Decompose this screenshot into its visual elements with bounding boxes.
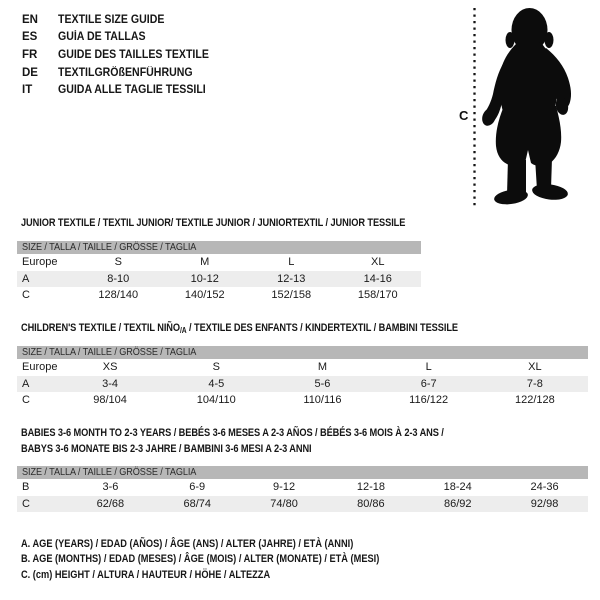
junior-table-title: JUNIOR TEXTILE / TEXTIL JUNIOR/ TEXTILE JUNIOR / JUNIORTEXTIL / JUNIOR TESSILE [21,217,406,229]
language-title: TEXTILGRÖßENFÜHRUNG [58,66,193,79]
table-cell: XL [371,256,385,269]
table-cell: 158/170 [357,289,398,302]
table-cell: 3-4 [102,377,119,390]
table-cell: 92/98 [530,497,559,510]
baby-figure [450,0,600,212]
size-header-text: SIZE / TALLA / TAILLE / GRÖSSE / TAGLIA [22,346,197,358]
title-text: CHILDREN'S TEXTILE / TEXTIL NIÑO [21,322,180,334]
table-cell: 9-12 [273,481,296,494]
table-cell: 62/68 [96,497,125,510]
babies-table-title [21,425,444,457]
table-cell: 12-13 [277,272,306,285]
row-label: C [22,289,30,302]
size-header-band [17,466,588,479]
table-row [17,359,588,376]
table-cell: 104/110 [196,394,236,407]
baby-silhouette-icon [480,8,571,206]
table-row [17,271,421,288]
title-subscript: /A [179,326,187,335]
babies-size-table [17,466,588,512]
table-cell: XL [528,361,542,374]
table-cell: 4-5 [208,377,225,390]
row-label: A [22,272,30,285]
children-table-title [21,322,458,335]
table-cell: S [114,256,122,269]
table-cell: 12-18 [356,481,385,494]
table-cell: 7-8 [526,377,543,390]
table-cell: 10-12 [190,272,219,285]
size-header-band [17,346,588,359]
table-row [17,254,421,271]
table-cell: 86/92 [443,497,472,510]
baby-figure-svg [450,0,600,212]
table-cell: 6-7 [420,377,437,390]
table-cell: 98/104 [93,394,127,407]
table-cell: L [288,256,295,269]
table-cell: 5-6 [314,377,331,390]
title-text: / TEXTILE DES ENFANTS / KINDERTEXTIL / BAMBINI TESSILE [186,322,458,334]
footnote-c: C. (cm) HEIGHT / ALTURA / HAUTEUR / HÖHE / ALTEZZA [21,568,271,581]
language-code: ES [22,31,38,44]
table-cell: 14-16 [363,272,392,285]
table-cell: 6-9 [189,481,206,494]
babies-table-grid [17,479,588,512]
table-cell: 152/158 [271,289,312,302]
language-row-fr [22,46,222,64]
children-table-grid [17,359,588,409]
title-line-1: BABIES 3-6 MONTH TO 2-3 YEARS / BEBÉS 3-6 MESES A 2-3 AÑOS / BÉBÉS 3-6 MOIS À 2-3 ANS / [21,427,444,439]
row-label: C [22,497,30,510]
table-cell: XS [102,361,118,374]
footnote-a: A. AGE (YEARS) / EDAD (AÑOS) / ÂGE (ANS) / ALTER (JAHRE) / ETÀ (ANNI) [21,538,354,550]
size-header-band [17,241,421,254]
row-label: A [22,377,30,390]
language-list [22,11,222,99]
table-cell: S [212,361,220,374]
table-cell: M [200,256,210,269]
footnote-b: B. AGE (MONTHS) / EDAD (MESES) / ÂGE (MOIS) / ALTER (MONATE) / ETÀ (MESI) [21,553,380,566]
language-row-it [22,81,222,99]
table-cell: L [425,361,432,374]
language-title: TEXTILE SIZE GUIDE [58,13,165,26]
table-cell: 128/140 [98,289,139,302]
junior-table-grid [17,254,421,304]
table-cell: 18-24 [443,481,472,494]
table-cell: 116/122 [409,394,449,407]
language-row-es [22,29,222,47]
language-row-en [22,11,222,29]
size-header-text: SIZE / TALLA / TAILLE / GRÖSSE / TAGLIA [22,466,197,478]
height-label: C [459,108,469,123]
table-cell: 140/152 [184,289,225,302]
table-cell: 68/74 [183,497,211,510]
language-title: GUIDE DES TAILLES TEXTILE [58,48,209,61]
table-row [17,496,588,513]
table-cell: 122/128 [514,394,555,407]
table-cell: 110/116 [303,394,342,407]
junior-size-table [17,241,421,304]
table-cell: 74/80 [270,497,298,510]
table-row [17,376,588,393]
language-row-de [22,64,222,82]
table-cell: 80/86 [357,497,385,510]
table-cell: 3-6 [102,481,119,494]
language-code: EN [22,13,38,26]
title-line-2: BABYS 3-6 MONATE BIS 2-3 JAHRE / BAMBINI 3-6 MESI A 2-3 ANNI [21,443,312,455]
table-cell: M [317,361,328,374]
row-label: C [22,394,30,407]
language-code: IT [22,84,33,97]
row-label: Europe [22,361,58,374]
size-header-text: SIZE / TALLA / TAILLE / GRÖSSE / TAGLIA [22,241,197,253]
table-row [17,479,588,496]
language-title: GUÍA DE TALLAS [58,31,146,44]
row-label: B [22,481,30,494]
table-row [17,287,421,304]
footnotes [21,537,448,583]
row-label: Europe [22,256,58,269]
table-cell: 24-36 [530,481,559,494]
table-cell: 8-10 [107,272,130,285]
language-code: DE [22,66,38,79]
language-code: FR [22,48,38,61]
children-size-table [17,346,588,409]
table-row [17,392,588,409]
language-title: GUIDA ALLE TAGLIE TESSILI [58,84,206,97]
